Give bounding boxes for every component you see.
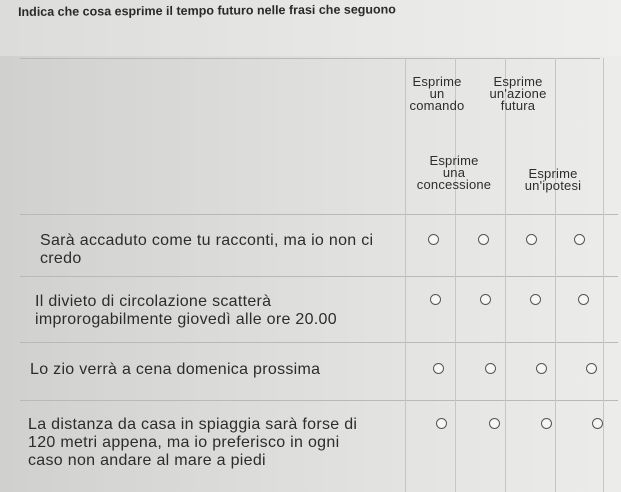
question-row-3: Lo zio verrà a cena domenica prossima — [30, 361, 321, 378]
column-header-ipotesi — [508, 168, 598, 192]
question-row-4: La distanza da casa in spiaggia sarà forse di 120 metri appena, ma io preferisco in ogni caso non andare al mare a piedi — [28, 416, 358, 469]
radio-row-1-comando[interactable] — [428, 234, 439, 245]
column-header-ipotesi-label: Esprime un'ipotesi — [524, 166, 582, 193]
radio-row-3-concessione[interactable] — [536, 363, 547, 374]
radio-row-3-comando[interactable] — [433, 363, 444, 374]
grid-line-row-2 — [20, 342, 618, 343]
grid-line-col-2 — [455, 58, 456, 492]
grid-line-col-3 — [505, 58, 506, 492]
column-header-concessione-label: Esprime una concessione — [416, 153, 492, 192]
radio-row-3-ipotesi[interactable] — [586, 363, 597, 374]
radio-row-4-azione-futura[interactable] — [489, 418, 500, 429]
radio-row-2-ipotesi[interactable] — [578, 294, 589, 305]
grid-line-row-3 — [20, 400, 618, 401]
radio-row-2-concessione[interactable] — [530, 294, 541, 305]
radio-row-1-concessione[interactable] — [526, 234, 537, 245]
column-header-azione-futura-label: Esprime un'azione futura — [489, 74, 547, 113]
radio-row-4-ipotesi[interactable] — [592, 418, 603, 429]
radio-row-4-comando[interactable] — [436, 418, 447, 429]
question-row-2: Il divieto di circolazione scatterà improrogabilmente giovedì alle ore 20.00 — [35, 293, 337, 328]
radio-row-2-comando[interactable] — [430, 294, 441, 305]
radio-row-2-azione-futura[interactable] — [480, 294, 491, 305]
column-header-comando-label: Esprime un comando — [409, 74, 465, 113]
question-row-1: Sarà accaduto come tu racconti, ma io non ci credo — [40, 232, 374, 267]
column-header-azione-futura — [478, 76, 558, 112]
column-header-concessione — [408, 155, 500, 191]
radio-row-4-concessione[interactable] — [541, 418, 552, 429]
grid-line-col-1 — [405, 58, 406, 492]
grid-line-col-4 — [555, 58, 556, 492]
column-header-comando — [402, 76, 472, 112]
grid-line-header-top — [20, 58, 600, 59]
grid-line-row-1 — [20, 276, 618, 277]
instruction-text: Indica che cosa esprime il tempo futuro nelle frasi che seguono — [18, 2, 396, 19]
radio-row-1-azione-futura[interactable] — [478, 234, 489, 245]
radio-row-3-azione-futura[interactable] — [485, 363, 496, 374]
grid-line-header-bottom — [20, 214, 618, 215]
grid-line-col-5 — [603, 58, 604, 492]
radio-row-1-ipotesi[interactable] — [574, 234, 585, 245]
